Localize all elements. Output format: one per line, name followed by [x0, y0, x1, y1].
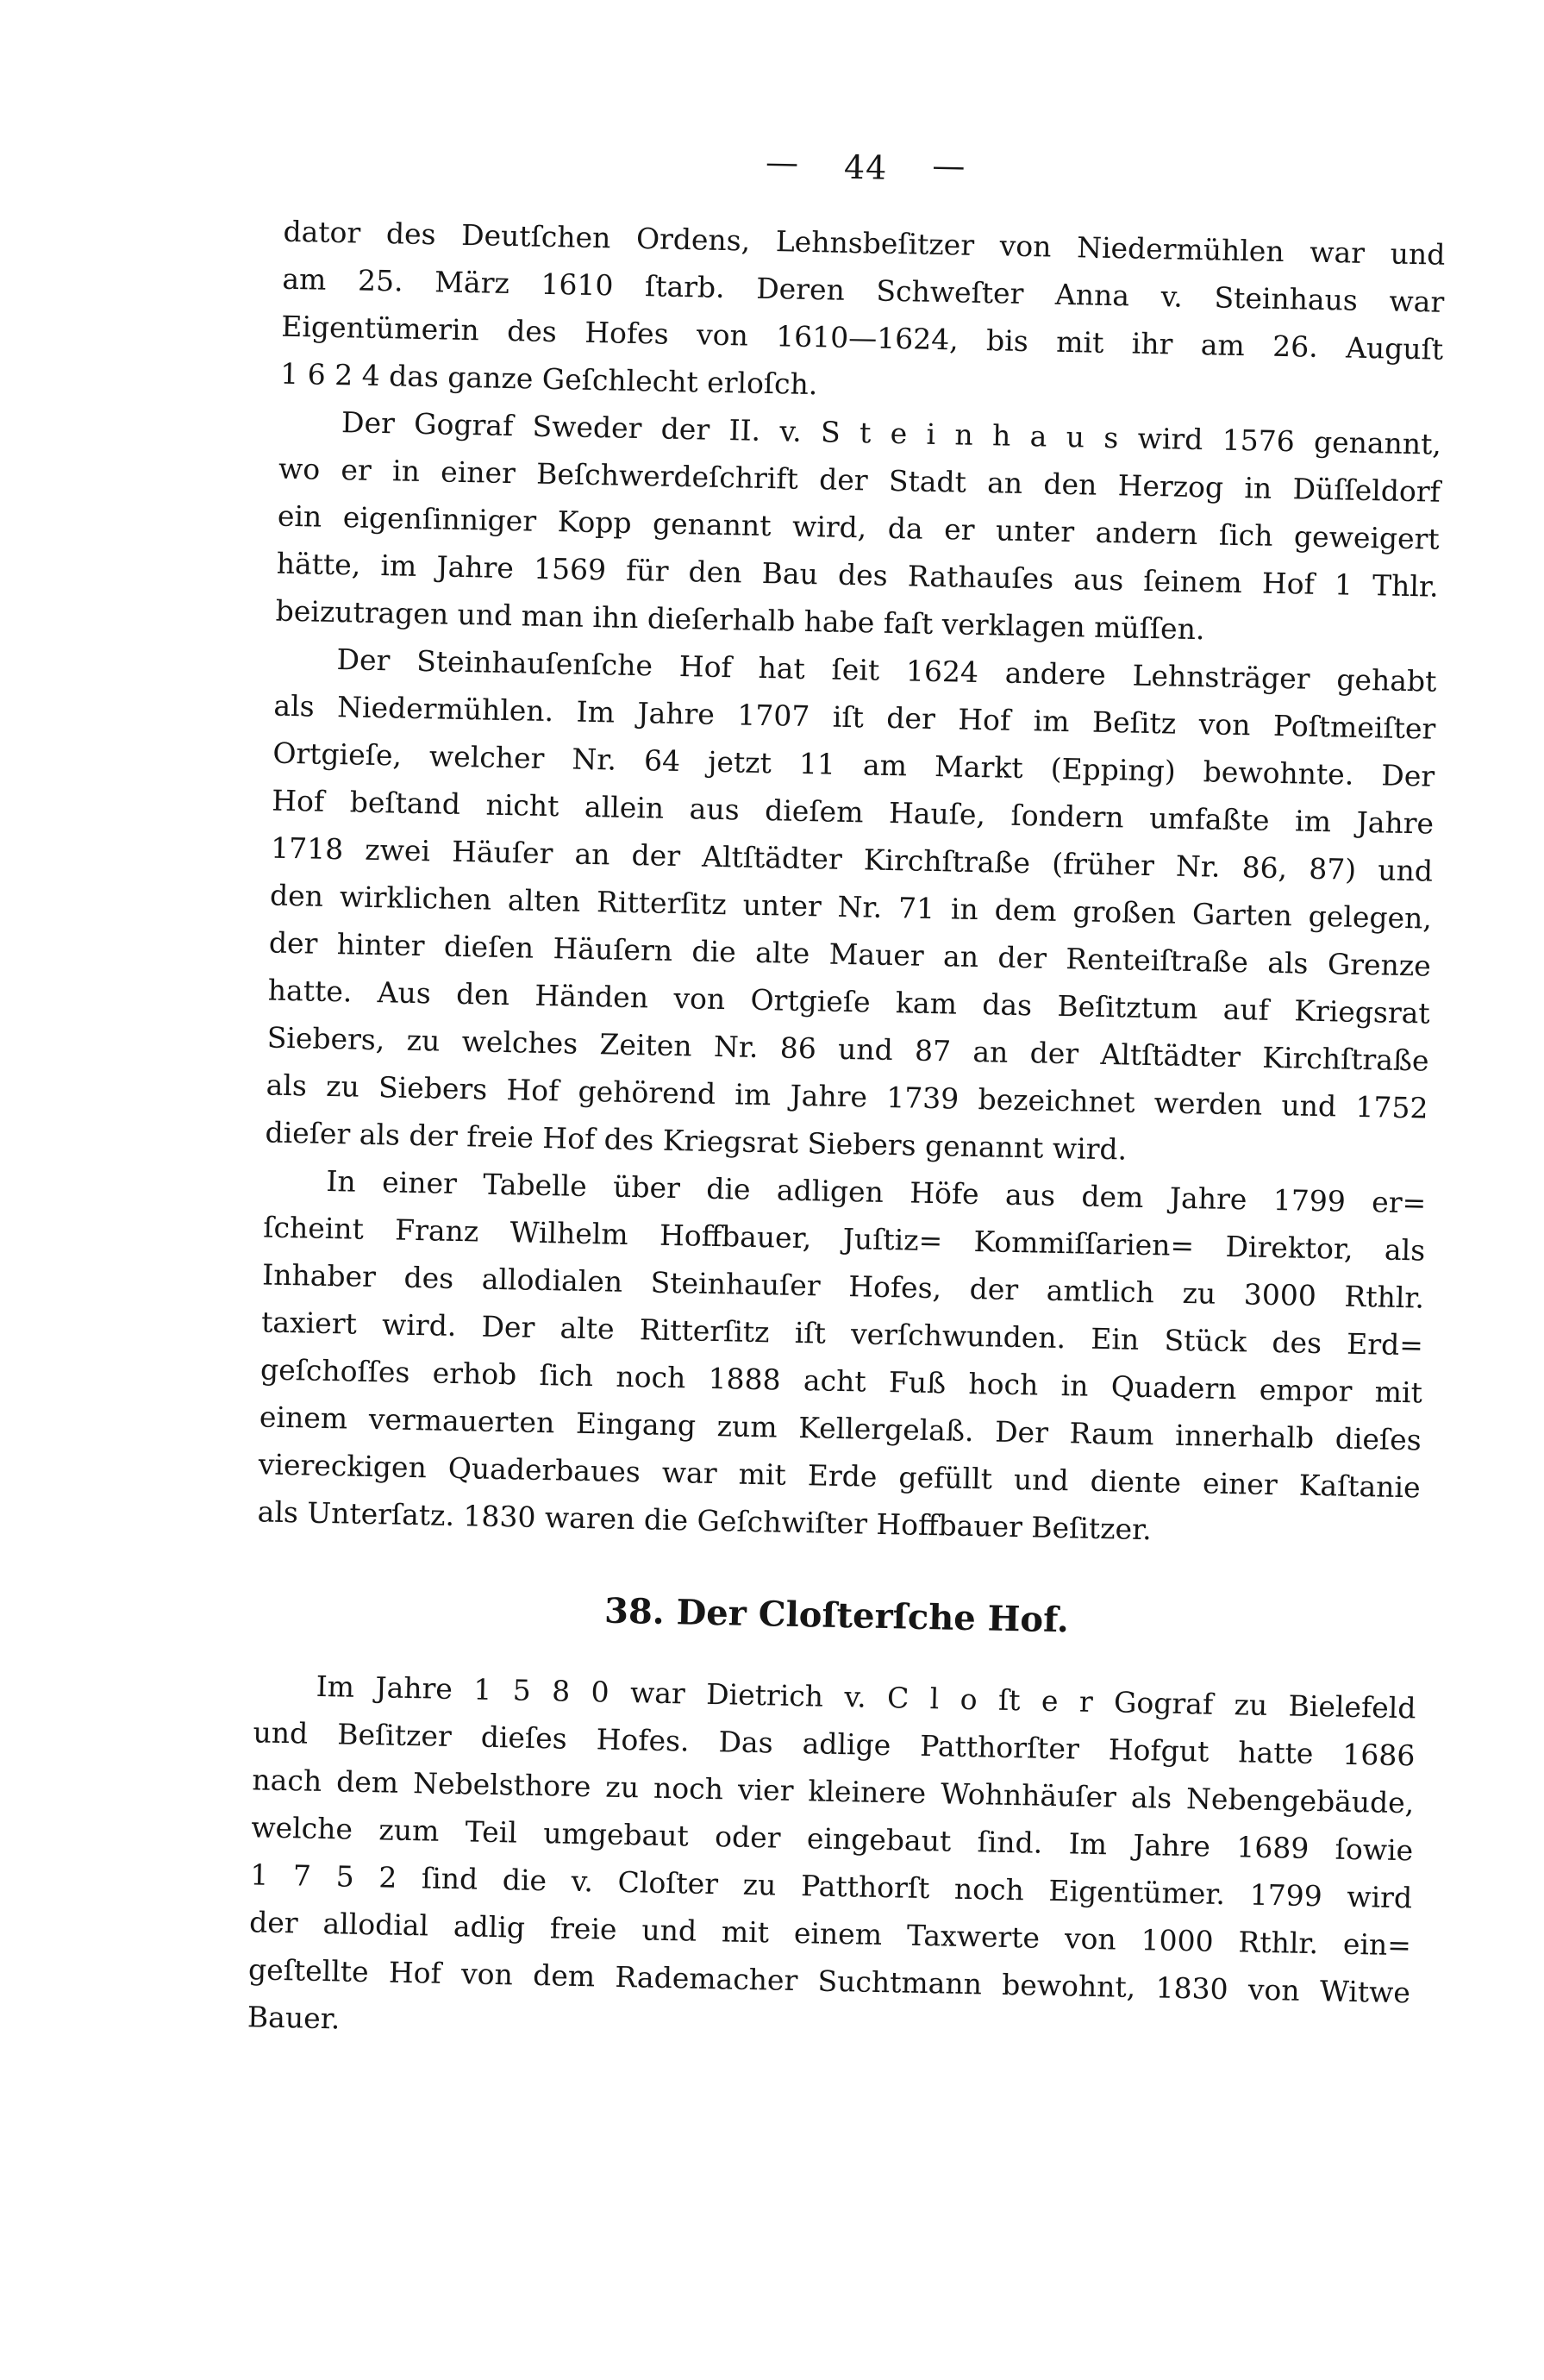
text-line: nach dem Nebelsthore zu noch vier kleinere Wohnhäuſer als Nebengebäude,: [252, 1763, 1415, 1820]
text-line: der allodial adlig freie und mit einem Taxwerte von 1000 Rthlr. ein=: [248, 1905, 1412, 1963]
text-line: Siebers, zu welches Zeiten Nr. 86 und 87 an der Altſtädter Kirchſtraße: [266, 1020, 1429, 1078]
text-line: und Beſitzer dieſes Hofes. Das adlige Patthorſter Hofgut hatte 1686: [253, 1715, 1416, 1773]
text-line: welche zum Teil umgebaut oder eingebaut ſind. Im Jahre 1689 ſowie: [251, 1810, 1414, 1868]
header-right-dash: —: [931, 146, 966, 185]
text-line: Ortgieſe, welcher Nr. 64 jetzt 11 am Markt (Epping) bewohnte. Der: [272, 736, 1435, 793]
text-line: Im Jahre 1 5 8 0 war Dietrich v. C l o ſt e r Gograf zu Bielefeld: [316, 1669, 1416, 1726]
text-line: Inhaber des allodialen Steinhauſer Hofes, der amtlich zu 3000 Rthlr.: [261, 1257, 1425, 1315]
page-header: [284, 137, 1447, 198]
text-line: als zu Siebers Hof gehörend im Jahre 1739 bezeichnet werden und 1752: [266, 1068, 1428, 1125]
text-line: Eigentümerin des Hofes von 1610—1624, bis mit ihr am 26. Auguſt: [280, 309, 1444, 366]
text-line: einem vermauerten Eingang zum Kellergelaß. Der Raum innerhalb dieſes: [259, 1400, 1422, 1457]
paragraph-5: [247, 1661, 1416, 2064]
text-line: wo er in einer Beſchwerdeſchrift der Stadt an den Herzog in Düſſeldorf: [278, 451, 1441, 509]
text-line: ein eigenſinniger Kopp genannt wird, da er unter andern ſich geweigert: [277, 498, 1441, 556]
text-line: Der Gograf Sweder der II. v. S t e i n h a u s wird 1576 genannt,: [341, 405, 1442, 461]
header-left-dash: —: [765, 142, 800, 182]
paragraph-1: [280, 208, 1446, 421]
text-line: Hof beſtand nicht allein aus dieſem Hauſe, ſondern umfaßte im Jahre: [271, 783, 1435, 841]
text-line: hätte, im Jahre 1569 für den Bau des Rathauſes aus ſeinem Hof 1 Thlr.: [276, 546, 1439, 604]
text-line: 1 7 5 2 ſind die v. Cloſter zu Patthorſt noch Eigentümer. 1799 wird: [249, 1857, 1413, 1915]
paragraph-2: [275, 398, 1441, 658]
text-line: 1 6 2 4 das ganze Geſchlecht erloſch.: [279, 356, 818, 402]
text-line: als Unterſatz. 1830 waren die Geſchwiſter Hoffbauer Beſitzer.: [257, 1494, 1153, 1547]
text-line: geſtellte Hof von dem Rademacher Suchtmann bewohnt, 1830 von Witwe: [247, 1952, 1411, 2010]
text-block: [247, 208, 1445, 2064]
text-line: taxiert wird. Der alte Ritterſitz iſt verſchwunden. Ein Stück des Erd=: [260, 1305, 1424, 1362]
paragraph-3: [265, 635, 1437, 1180]
text-line: geſchoſſes erhob ſich noch 1888 acht Fuß hoch in Quadern empor mit: [259, 1352, 1423, 1410]
text-line: den wirklichen alten Ritterſitz unter Nr. 71 in dem großen Garten gelegen,: [269, 878, 1433, 936]
paragraph-4: [257, 1156, 1427, 1559]
text-line: am 25. März 1610 ſtarb. Deren Schweſter Anna v. Steinhaus war: [282, 261, 1445, 319]
text-line: hatte. Aus den Händen von Ortgieſe kam das Beſitztum auf Kriegsrat: [267, 973, 1431, 1030]
text-line: beizutragen und man ihn dieſerhalb habe faſt verklagen müſſen.: [275, 593, 1205, 647]
text-line: In einer Tabelle über die adligen Höfe aus dem Jahre 1799 er=: [326, 1163, 1427, 1220]
text-line: ſcheint Franz Wilhelm Hoffbauer, Juſtiz= Kommiſſarien= Direktor, als: [263, 1210, 1426, 1268]
text-line: viereckigen Quaderbaues war mit Erde gefüllt und diente einer Kaſtanie: [258, 1447, 1421, 1505]
text-line: Der Steinhauſenſche Hof hat ſeit 1624 andere Lehnsträger gehabt: [336, 642, 1437, 698]
section-heading: 38. Der Cloſterſche Hof.: [603, 1590, 1070, 1641]
text-line: als Niedermühlen. Im Jahre 1707 iſt der Hof im Beſitz von Poſtmeiſter: [273, 688, 1436, 746]
text-line: Bauer.: [247, 2000, 341, 2036]
text-line: der hinter dieſen Häuſern die alte Mauer an der Renteiſtraße als Grenze: [268, 925, 1432, 983]
text-line: dieſer als der freie Hof des Kriegsrat Siebers genannt wird.: [265, 1115, 1128, 1167]
text-line: 1718 zwei Häuſer an der Altſtädter Kirchſtraße (früher Nr. 86, 87) und: [270, 830, 1434, 888]
text-line: dator des Deutſchen Ordens, Lehnsbeſitzer von Niedermühlen war und: [283, 214, 1446, 272]
page-number: 44: [843, 147, 888, 187]
